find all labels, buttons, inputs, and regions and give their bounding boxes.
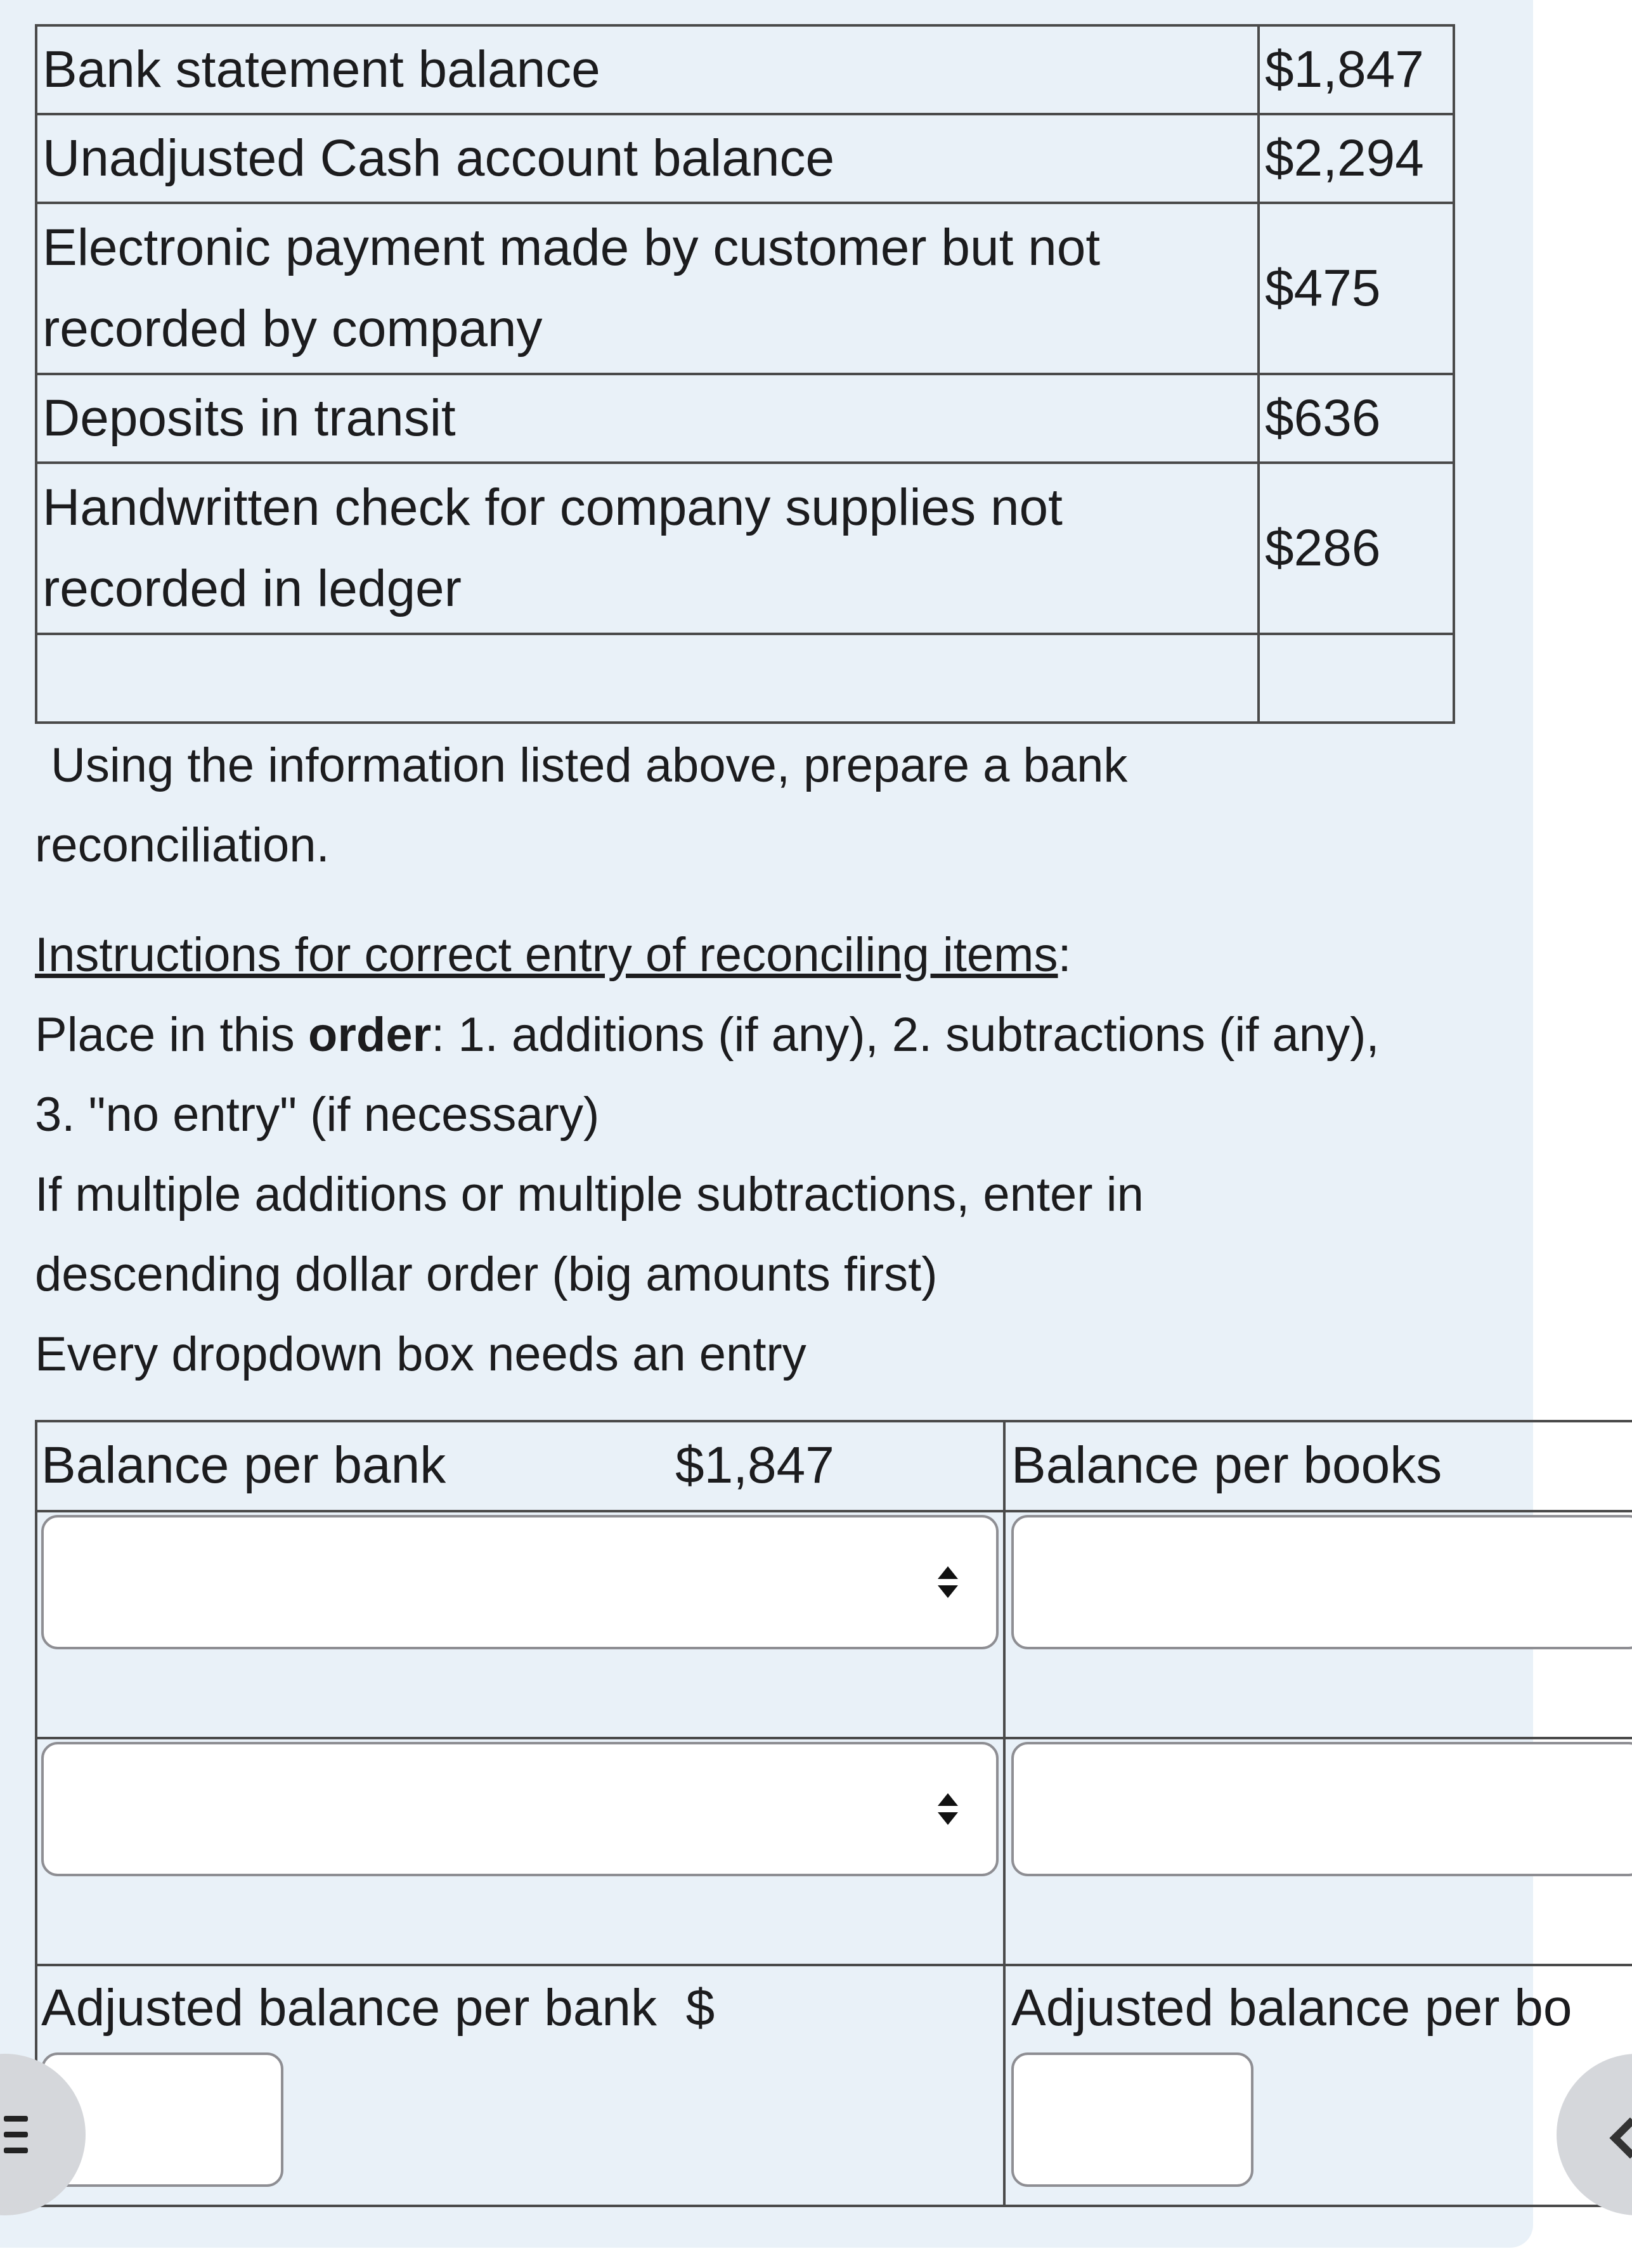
info-table bbox=[35, 24, 1455, 724]
grid-line bbox=[1003, 1420, 1006, 2207]
books-item-dropdown-2[interactable] bbox=[1011, 1742, 1632, 1876]
row-label: Bank statement balance bbox=[36, 25, 1259, 114]
every-text: Every dropdown box needs an entry bbox=[35, 1327, 806, 1381]
row-amount: $636 bbox=[1259, 374, 1454, 463]
row-amount: $1,847 bbox=[1259, 25, 1454, 114]
row-label: Electronic payment made by customer but not recorded by company bbox=[36, 203, 1259, 374]
grid-line bbox=[35, 1420, 1632, 1422]
row-label bbox=[36, 634, 1259, 723]
menu-icon bbox=[4, 2116, 28, 2154]
adjusted-books-input[interactable] bbox=[1011, 2052, 1253, 2187]
table-row bbox=[36, 463, 1454, 634]
row-label: Handwritten check for company supplies not recorded in ledger bbox=[36, 463, 1259, 634]
grid-line bbox=[35, 2205, 1632, 2207]
adjusted-bank-label: Adjusted balance per bank $ bbox=[41, 1979, 715, 2037]
select-arrows-icon bbox=[938, 1793, 958, 1825]
books-item-dropdown-1[interactable] bbox=[1011, 1515, 1632, 1649]
row-amount: $2,294 bbox=[1259, 114, 1454, 203]
heading-link: Instructions for correct entry of reconciling items bbox=[35, 928, 1058, 982]
row-amount: $286 bbox=[1259, 463, 1454, 634]
select-arrows-icon bbox=[938, 1566, 958, 1598]
reconciliation-grid bbox=[35, 1420, 1632, 2207]
balance-per-bank-label: Balance per bank bbox=[41, 1436, 446, 1494]
order-text bbox=[35, 995, 1430, 1155]
balance-per-bank-amount: $1,847 bbox=[675, 1436, 834, 1494]
multiple-text: If multiple additions or multiple subtractions, enter in descending dollar order (big amounts first) bbox=[35, 1168, 1144, 1301]
table-row bbox=[36, 634, 1454, 723]
bank-item-dropdown-1[interactable] bbox=[41, 1515, 999, 1649]
table-row bbox=[36, 114, 1454, 203]
table-row bbox=[36, 203, 1454, 374]
order-rest: : 1. additions (if any), 2. subtractions (if any), 3. "no entry" (if necessary) bbox=[35, 1008, 1380, 1142]
heading-colon: : bbox=[1058, 928, 1072, 982]
grid-line bbox=[35, 1737, 1632, 1739]
bank-item-dropdown-2[interactable] bbox=[41, 1742, 999, 1876]
grid-line bbox=[35, 1510, 1632, 1512]
order-bold: order bbox=[308, 1008, 432, 1062]
grid-line bbox=[35, 1964, 1632, 1966]
balance-per-books-label: Balance per books bbox=[1011, 1436, 1442, 1494]
row-amount bbox=[1259, 634, 1454, 723]
instructions-heading bbox=[35, 915, 1072, 995]
table-row bbox=[36, 25, 1454, 114]
table-row bbox=[36, 374, 1454, 463]
row-amount: $475 bbox=[1259, 203, 1454, 374]
order-prefix: Place in this bbox=[35, 1008, 308, 1062]
row-label: Unadjusted Cash account balance bbox=[36, 114, 1259, 203]
adjusted-books-label: Adjusted balance per bo bbox=[1011, 1979, 1572, 2037]
row-label: Deposits in transit bbox=[36, 374, 1259, 463]
intro-text: Using the information listed above, prepare a bank reconciliation. bbox=[35, 738, 1128, 872]
